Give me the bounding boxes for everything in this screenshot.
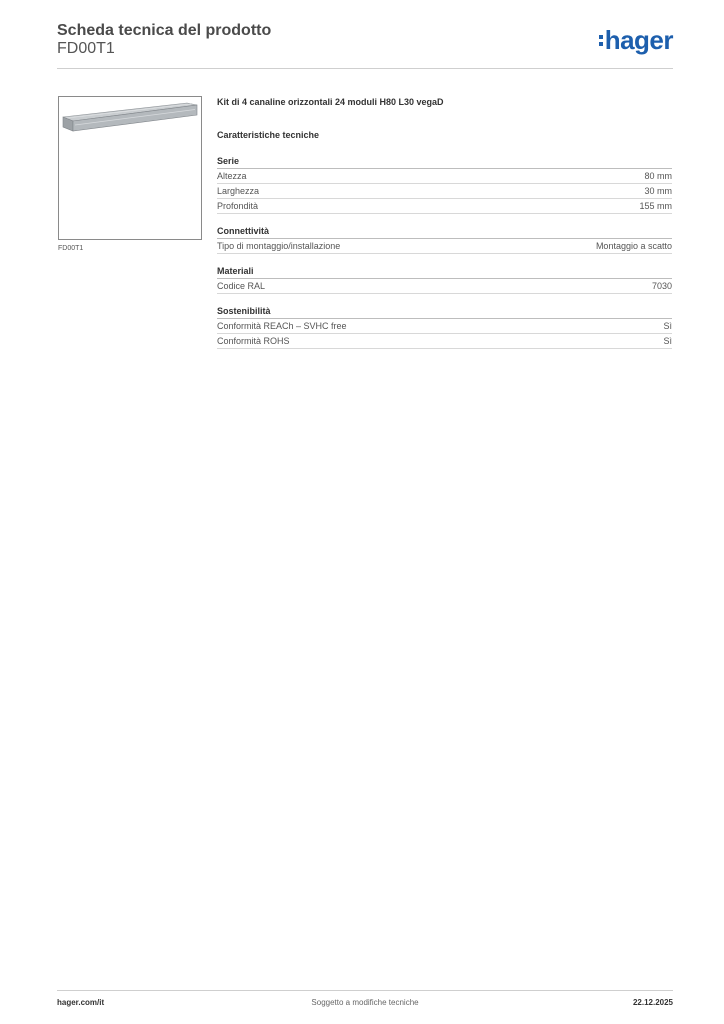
spec-label: Conformità ROHS	[217, 336, 290, 346]
product-image	[58, 96, 202, 240]
logo-dots-icon	[599, 33, 603, 47]
spec-group-materiali	[217, 265, 672, 294]
spec-label: Conformità REACh – SVHC free	[217, 321, 347, 331]
spec-row	[217, 319, 672, 334]
spec-row	[217, 199, 672, 214]
spec-value: Sì	[663, 321, 672, 331]
spec-row	[217, 279, 672, 294]
spec-row	[217, 169, 672, 184]
footer-date: 22.12.2025	[632, 998, 673, 1007]
footer-disclaimer: Soggetto a modifiche tecniche	[311, 998, 419, 1007]
spec-value: 30 mm	[644, 186, 672, 196]
image-caption: FD00T1	[58, 245, 84, 252]
product-description: Kit di 4 canaline orizzontali 24 moduli H80 L30 vegaD	[217, 97, 444, 107]
spec-label: Codice RAL	[217, 281, 266, 291]
section-title: Caratteristiche tecniche	[217, 130, 320, 140]
spec-label: Larghezza	[217, 186, 260, 196]
group-title: Connettività	[217, 225, 672, 239]
spec-label: Altezza	[217, 171, 247, 181]
spec-row	[217, 184, 672, 199]
spec-value: Montaggio a scatto	[595, 241, 672, 251]
spec-group-serie	[217, 155, 672, 214]
cable-duct-image	[59, 97, 201, 239]
group-title: Sostenibilità	[217, 305, 672, 319]
spec-row	[217, 239, 672, 254]
footer-website-link[interactable]: hager.com/it	[57, 998, 105, 1007]
spec-value: 7030	[651, 281, 672, 291]
group-title: Serie	[217, 155, 672, 169]
page-title: Scheda tecnica del prodotto	[57, 22, 272, 39]
product-code: FD00T1	[57, 40, 115, 57]
footer-divider	[57, 990, 673, 991]
spec-value: 80 mm	[644, 171, 672, 181]
brand-logo	[599, 27, 673, 53]
spec-group-sostenibilita	[217, 305, 672, 349]
group-title: Materiali	[217, 265, 672, 279]
spec-row	[217, 334, 672, 349]
product-details	[217, 96, 672, 349]
header-divider	[57, 68, 673, 69]
brand-name: hager	[604, 25, 673, 55]
spec-value: 155 mm	[639, 201, 672, 211]
spec-group-connettivita	[217, 225, 672, 254]
spec-label: Tipo di montaggio/installazione	[217, 241, 341, 251]
spec-label: Profondità	[217, 201, 259, 211]
spec-value: Sì	[663, 336, 672, 346]
page-header	[57, 20, 673, 70]
